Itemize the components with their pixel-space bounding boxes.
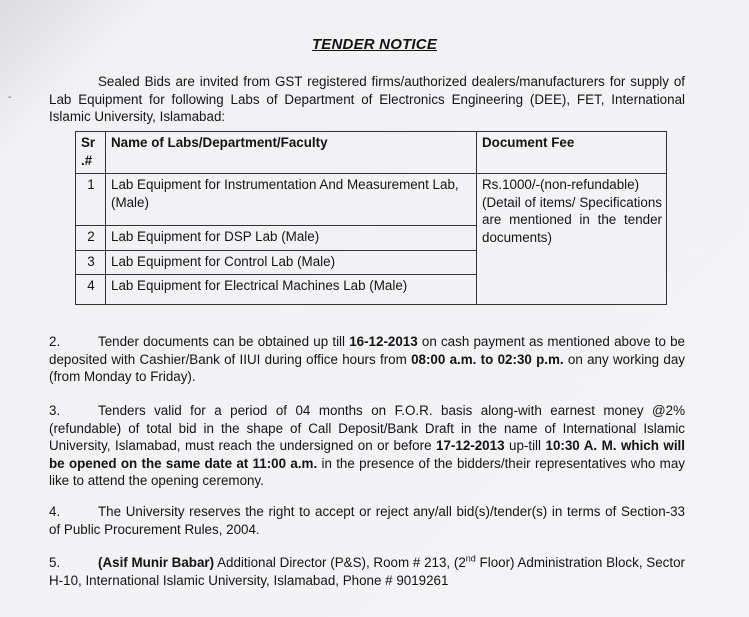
row-name: Lab Equipment for DSP Lab (Male) [106, 226, 477, 251]
stray-mark: - [8, 92, 12, 103]
paragraph-number: 3. [49, 403, 61, 418]
paragraph-text: on any working day (from Monday to Friday). [49, 351, 685, 384]
officer-name: (Asif Munir Babar) [98, 555, 215, 570]
page-title: TENDER NOTICE [311, 36, 438, 53]
table-header-row [76, 132, 667, 174]
row-name: Lab Equipment for Electrical Machines Lab (Male) [106, 275, 477, 305]
obtain-date: 16-12-2013 [349, 334, 418, 349]
labs-table [75, 131, 667, 305]
paragraph-number: 5. [49, 555, 61, 570]
header-sr: Sr .# [76, 132, 106, 174]
row-sr: 1 [76, 174, 106, 226]
superscript: nd [465, 553, 476, 564]
paragraph-text: Floor) Administration Block, Sector H-10, International Islamic University, Islamabad, Phone # 9019261 [49, 555, 685, 588]
paragraph-5 [49, 554, 685, 589]
paragraph-number: 2. [49, 334, 61, 349]
office-hours: 08:00 a.m. to 02:30 p.m. [411, 351, 564, 367]
paragraph-text: The University reserves the right to accept or reject any/all bid(s)/tender(s) in terms of Section-33 of Public Procurement Rules, 2004. [49, 504, 685, 537]
paragraph-text: up-till [504, 438, 546, 453]
row-sr: 4 [76, 275, 106, 305]
paragraph-text: Tenders valid for a period of 04 months on F.O.R. basis along-with earnest money @2% (refundable) of total bid in the shape of Call Deposit/Bank Draft in the name of International Islamic University, Islamabad, must reach the undersigned on or before [49, 403, 685, 453]
paragraph-4 [49, 503, 685, 538]
paragraph-3 [49, 402, 685, 490]
submission-date: 17-12-2013 [436, 438, 505, 453]
row-sr: 2 [76, 226, 106, 251]
row-name: Lab Equipment for Control Lab (Male) [106, 250, 477, 275]
paragraph-2 [49, 333, 685, 386]
paragraph-text: Tender documents can be obtained up till [98, 334, 350, 349]
paragraph-number: 4. [49, 504, 61, 519]
intro-paragraph: Sealed Bids are invited from GST registered firms/authorized dealers/manufacturers for supply of Lab Equipment for following Labs of Department of Electronics Engineering (DEE), FET, International Islamic University, Islamabad: [49, 74, 685, 124]
table-row [76, 174, 667, 226]
row-sr: 3 [76, 250, 106, 275]
paragraph-text: on cash payment as mentioned above to be deposited with Cashier/Bank of IIUI during office hours from [49, 334, 686, 367]
paragraph-text: in the presence of the bidders/their representatives who may like to attend the opening ceremony. [49, 455, 685, 488]
header-name: Name of Labs/Department/Faculty [106, 132, 477, 174]
header-fee: Document Fee [477, 132, 667, 174]
paragraph-text: Additional Director (P&S), Room # 213, (2 [214, 555, 466, 570]
row-name: Lab Equipment for Instrumentation And Measurement Lab, (Male) [106, 174, 477, 226]
opening-time: 10:30 A. M. which will be opened on the same date at 11:00 a.m. [49, 438, 685, 471]
document-fee-cell: Rs.1000/-(non-refundable) (Detail of items/ Specifications are mentioned in the tender documents) [477, 174, 667, 305]
